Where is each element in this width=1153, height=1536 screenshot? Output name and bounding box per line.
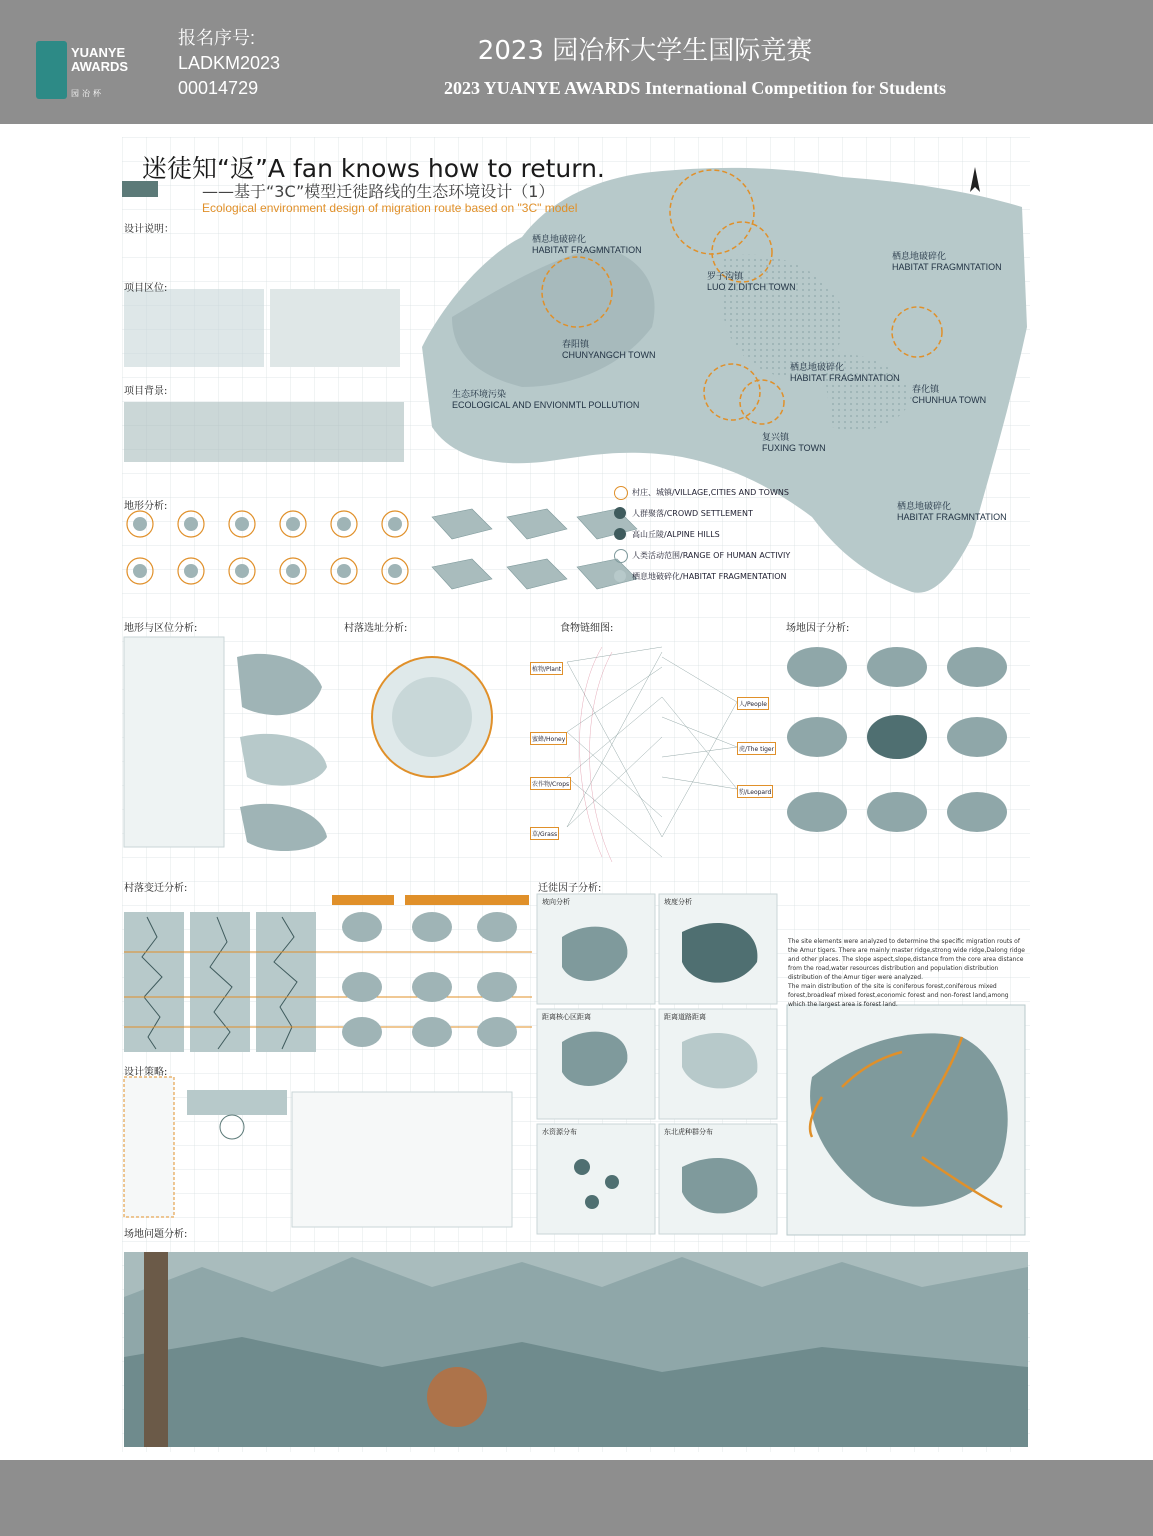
food-node-plant: 植物/Plant: [530, 662, 563, 675]
poster-title: 迷徒知“返”A fan knows how to return.: [142, 154, 605, 183]
map-label-luozi: 罗子沟镇 LUO ZI DITCH TOWN: [707, 271, 796, 292]
food-node-leopard: 豹/Leopard: [737, 785, 773, 798]
legend-villages: 村庄、城镇/VILLAGE,CITIES AND TOWNS: [632, 488, 789, 497]
migration-panel-aspect: 坡向分析: [542, 898, 570, 906]
reg-code: LADKM2023: [178, 53, 281, 73]
legend-hills: 高山丘陵/ALPINE HILLS: [632, 530, 720, 539]
section-strategy: 设计策略:: [124, 1067, 168, 1078]
ring-icon: [614, 549, 628, 563]
migration-panel-slope: 坡度分析: [664, 898, 692, 906]
map-label-chunyang: 春阳镇 CHUNYANGCH TOWN: [562, 339, 656, 360]
logo-cn: 园冶杯: [71, 89, 104, 98]
section-food-chain: 食物链细图:: [560, 623, 614, 634]
competition-title: 2023 园冶杯大学生国际竞赛: [477, 36, 813, 66]
site-analysis-text: The site elements were analyzed to determine the specific migration routs of the Amur tigers. There are mainly master ridge,strong wide ridge,Dalong ridge and other places. The slope aspect,slope,distance from the core area distance from the road,water resources distribution and population distribution distribution of the Amur tiger were analyzed. The main distribution of the site is coniferous forest,coniferous mixed forest,broadleaf mixed forest,economic forest and non-forest land,among which the largest area is forest land.: [788, 938, 1025, 1008]
plus-circle-icon: [614, 486, 628, 500]
migration-panel-core-distance: 距离核心区距离: [542, 1013, 591, 1021]
poster-board: [122, 137, 1030, 1452]
poster-footer: [0, 1460, 1153, 1536]
map-label-habitat-3: 栖息地破碎化 HABITAT FRAGMNTATION: [790, 362, 900, 383]
section-site-factors: 场地因子分析:: [786, 623, 850, 634]
section-village-change: 村落变迁分析:: [124, 883, 188, 894]
food-node-people: 人/People: [737, 697, 769, 710]
poster-english-subtitle: Ecological environment design of migration route based on "3C" model: [202, 201, 578, 215]
legend-settlement: 人群聚落/CROWD SETTLEMENT: [632, 509, 753, 518]
section-site-problems: 场地问题分析:: [124, 1229, 188, 1240]
food-node-grass: 草/Grass: [530, 827, 559, 840]
map-label-habitat-4: 栖息地破碎化 HABITAT FRAGMNTATION: [897, 501, 1007, 522]
grid-background: [122, 137, 1030, 1452]
section-migration-factors: 迁徙因子分析:: [538, 883, 602, 894]
migration-panel-road-distance: 距离道路距离: [664, 1013, 706, 1021]
legend-human-range: 人类活动范围/RANGE OF HUMAN ACTIVIY: [632, 551, 791, 560]
section-design-note: 设计说明：: [124, 224, 174, 235]
migration-panel-tiger: 东北虎种群分布: [664, 1128, 713, 1136]
registration-block: [178, 26, 280, 101]
mountain-icon: [614, 528, 626, 540]
poster-subtitle: ——基于“3C”模型迁徙路线的生态环境设计（1）: [202, 182, 555, 201]
legend-fragmentation: 栖息地破碎化/HABITAT FRAGMENTATION: [632, 572, 787, 581]
map-label-fuxing: 复兴镇 FUXING TOWN: [762, 432, 826, 453]
poster-header: [0, 0, 1153, 124]
food-node-tiger: 虎/The tiger: [737, 742, 776, 755]
competition-subtitle: 2023 YUANYE AWARDS International Competition for Students: [443, 78, 947, 98]
reg-number: 00014729: [178, 78, 259, 98]
reg-label: 报名序号:: [178, 28, 256, 48]
section-terrain: 地形分析:: [124, 501, 168, 512]
section-terrain-location: 地形与区位分析:: [124, 623, 198, 634]
section-location: 项目区位:: [124, 283, 168, 294]
section-village-site: 村落选址分析:: [344, 623, 408, 634]
section-background: 项目背景:: [124, 386, 168, 397]
yuanye-logo-icon: [36, 41, 67, 99]
logo-text: YUANYE AWARDS: [71, 45, 129, 74]
map-label-pollution: 生态环境污染 ECOLOGICAL AND ENVIONMTL POLLUTION: [452, 389, 640, 410]
map-label-habitat-2: 栖息地破碎化 HABITAT FRAGMNTATION: [892, 251, 1002, 272]
map-label-chunhua: 春化镇 CHUNHUA TOWN: [912, 384, 987, 405]
house-icon: [614, 507, 626, 519]
map-label-habitat-1: 栖息地破碎化 HABITAT FRAGMNTATION: [532, 234, 642, 255]
food-node-honey: 蜜蜂/Honey: [530, 732, 567, 745]
food-node-crops: 农作物/Crops: [530, 777, 571, 790]
fragment-icon: [614, 570, 626, 582]
migration-panel-water: 水资源分布: [542, 1128, 577, 1136]
